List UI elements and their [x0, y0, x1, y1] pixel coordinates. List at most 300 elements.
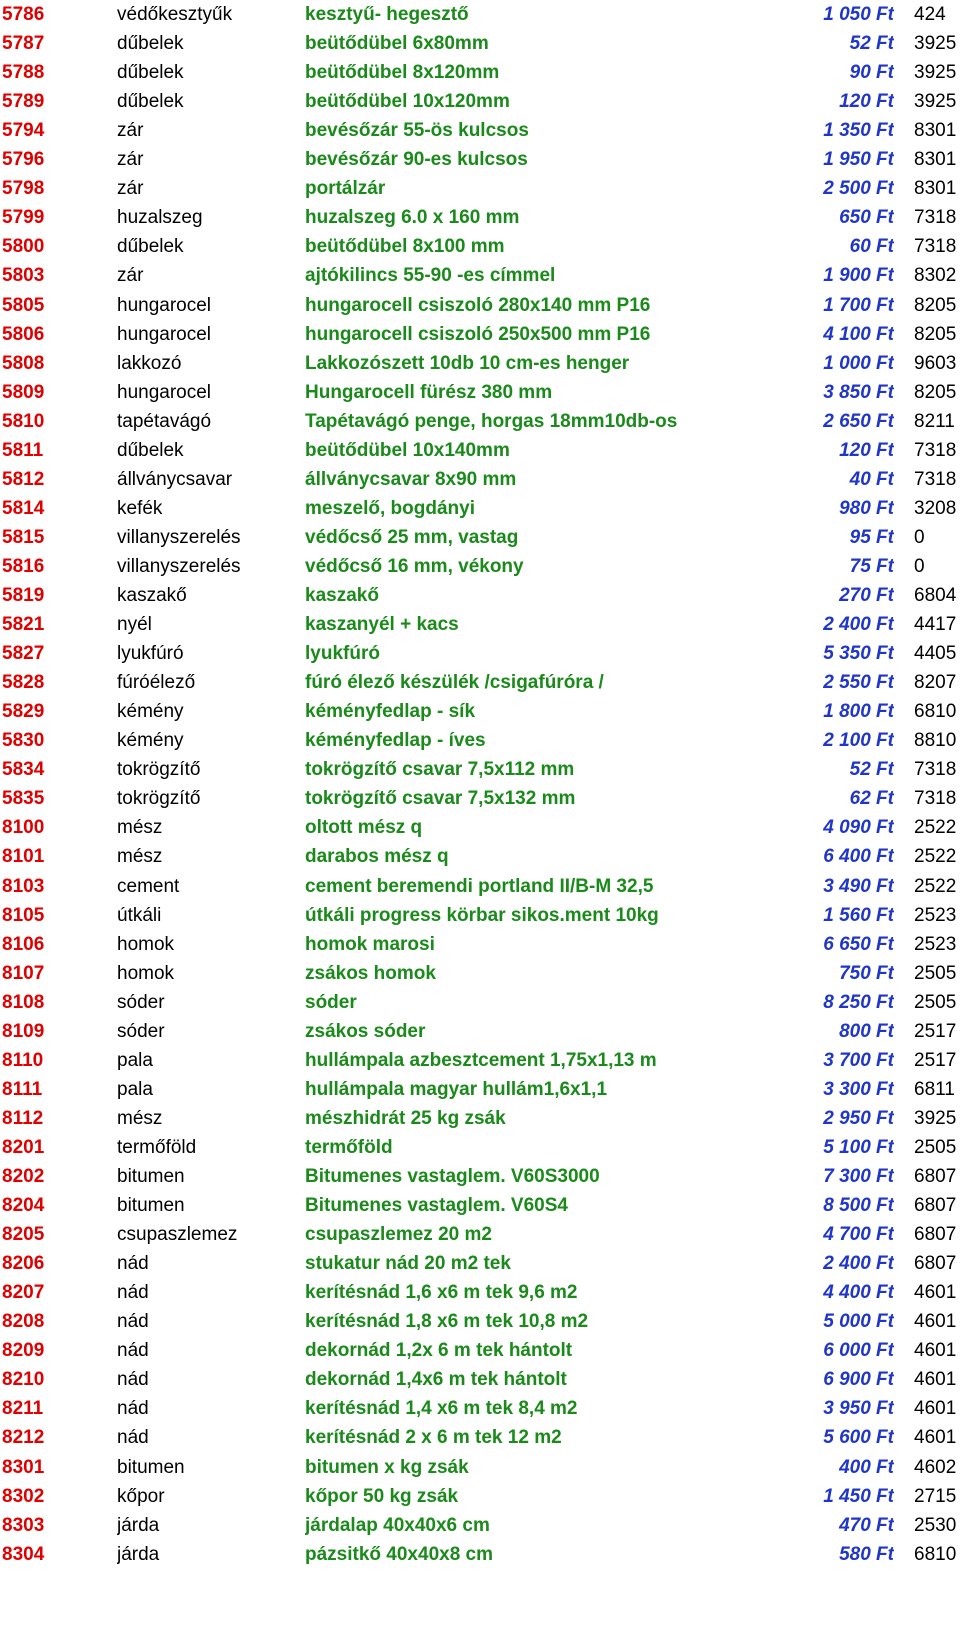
product-code: 5787: [2, 33, 45, 55]
product-number: 7318: [914, 788, 957, 810]
product-category: sóder: [117, 1020, 165, 1042]
product-price: 1 700 Ft: [823, 294, 894, 316]
product-name: stukatur nád 20 m2 tek: [305, 1253, 511, 1275]
table-row: [0, 378, 960, 408]
table-row: [0, 988, 960, 1018]
product-price: 4 090 Ft: [823, 817, 894, 839]
product-price: 120 Ft: [839, 91, 894, 113]
product-code: 5830: [2, 730, 45, 752]
product-category: hungarocel: [117, 381, 212, 403]
product-category: mész: [117, 817, 163, 839]
product-code: 8100: [2, 817, 45, 839]
product-code: 5821: [2, 614, 45, 636]
table-row: [0, 407, 960, 437]
product-number: 4601: [914, 1282, 957, 1304]
product-category: homok: [117, 933, 175, 955]
product-category: hungarocel: [117, 294, 212, 316]
table-row: [0, 349, 960, 379]
product-category: villanyszerelés: [117, 555, 241, 577]
product-category: homok: [117, 962, 175, 984]
table-row: [0, 959, 960, 989]
table-row: [0, 1423, 960, 1453]
product-category: zár: [117, 178, 144, 200]
product-code: 5810: [2, 410, 45, 432]
product-code: 8301: [2, 1456, 45, 1478]
product-code: 8208: [2, 1311, 45, 1333]
product-name: homok marosi: [305, 933, 435, 955]
product-category: kefék: [117, 497, 163, 519]
product-price: 4 400 Ft: [823, 1282, 894, 1304]
product-number: 2505: [914, 1136, 957, 1158]
product-category: tapétavágó: [117, 410, 212, 432]
product-code: 5789: [2, 91, 45, 113]
product-price: 470 Ft: [839, 1514, 894, 1536]
product-name: hullámpala magyar hullám1,6x1,1: [305, 1078, 608, 1100]
product-number: 7318: [914, 439, 957, 461]
product-code: 5806: [2, 323, 45, 345]
product-price: 1 050 Ft: [823, 4, 894, 25]
product-price: 1 560 Ft: [823, 904, 894, 926]
product-category: zár: [117, 149, 144, 171]
table-row: [0, 174, 960, 204]
table-row: [0, 291, 960, 321]
product-price: 3 700 Ft: [823, 1049, 894, 1071]
product-name: védőcső 16 mm, vékony: [305, 555, 524, 577]
table-row: [0, 813, 960, 843]
product-name: védőcső 25 mm, vastag: [305, 526, 519, 548]
product-name: pázsitkő 40x40x8 cm: [305, 1543, 494, 1565]
product-name: beütődübel 8x120mm: [305, 62, 500, 84]
product-name: bevésőzár 55-ös kulcsos: [305, 120, 529, 142]
product-category: tokrögzítő: [117, 759, 201, 781]
product-code: 5834: [2, 759, 45, 781]
product-code: 5794: [2, 120, 45, 142]
product-category: nád: [117, 1398, 149, 1420]
product-name: kerítésnád 2 x 6 m tek 12 m2: [305, 1427, 562, 1449]
product-code: 8201: [2, 1136, 45, 1158]
product-number: 8301: [914, 178, 957, 200]
product-number: 4601: [914, 1311, 957, 1333]
product-number: 8302: [914, 265, 957, 287]
product-price: 6 000 Ft: [823, 1340, 894, 1362]
product-number: 2517: [914, 1020, 957, 1042]
product-number: 2715: [914, 1485, 957, 1507]
table-row: [0, 87, 960, 117]
product-category: járda: [117, 1514, 160, 1536]
product-category: tokrögzítő: [117, 788, 201, 810]
product-price: 75 Ft: [849, 555, 894, 577]
table-row: [0, 1394, 960, 1424]
product-number: 6811: [914, 1078, 955, 1100]
product-price: 400 Ft: [839, 1456, 894, 1478]
product-name: járdalap 40x40x6 cm: [305, 1514, 490, 1536]
product-name: darabos mész q: [305, 846, 449, 868]
product-category: kémény: [117, 701, 184, 723]
product-price: 5 350 Ft: [823, 643, 894, 665]
product-number: 6807: [914, 1195, 957, 1217]
product-category: bitumen: [117, 1456, 185, 1478]
table-row: [0, 842, 960, 872]
product-price: 1 950 Ft: [823, 149, 894, 171]
product-name: kéményfedlap - íves: [305, 730, 486, 752]
product-category: nád: [117, 1340, 149, 1362]
product-price: 270 Ft: [839, 585, 894, 606]
product-number: 7318: [914, 759, 957, 781]
product-price: 6 650 Ft: [823, 933, 894, 955]
product-price: 750 Ft: [839, 962, 894, 984]
product-price: 2 550 Ft: [823, 672, 894, 694]
product-price: 3 490 Ft: [823, 875, 894, 897]
product-name: Hungarocell fürész 380 mm: [305, 381, 553, 403]
product-name: meszelő, bogdányi: [305, 497, 475, 519]
product-number: 6804: [914, 585, 957, 606]
table-row: [0, 145, 960, 175]
product-code: 5799: [2, 207, 45, 229]
product-name: beütődübel 10x120mm: [305, 91, 510, 113]
product-code: 5809: [2, 381, 45, 403]
product-code: 8204: [2, 1195, 45, 1217]
table-row: [0, 1278, 960, 1308]
table-row: [0, 232, 960, 262]
product-name: csupaszlemez 20 m2: [305, 1224, 492, 1246]
product-code: 5835: [2, 788, 45, 810]
product-code: 8107: [2, 962, 45, 984]
product-code: 8206: [2, 1253, 45, 1275]
product-price: 4 700 Ft: [823, 1224, 894, 1246]
product-price: 1 450 Ft: [823, 1485, 894, 1507]
product-price: 2 950 Ft: [823, 1107, 894, 1129]
product-code: 5805: [2, 294, 45, 316]
table-row: [0, 320, 960, 350]
product-name: kaszanyél + kacs: [305, 614, 459, 636]
product-name: hungarocell csiszoló 280x140 mm P16: [305, 294, 651, 316]
product-category: lyukfúró: [117, 643, 184, 665]
product-price: 8 500 Ft: [823, 1195, 894, 1217]
table-row: [0, 523, 960, 553]
product-category: mész: [117, 846, 163, 868]
table-row: [0, 1482, 960, 1512]
table-row: [0, 1307, 960, 1337]
product-name: kerítésnád 1,8 x6 m tek 10,8 m2: [305, 1311, 589, 1333]
product-name: ajtókilincs 55-90 -es címmel: [305, 265, 556, 287]
product-name: termőföld: [305, 1136, 393, 1158]
product-name: huzalszeg 6.0 x 160 mm: [305, 207, 520, 229]
product-number: 4601: [914, 1427, 957, 1449]
product-number: 8205: [914, 323, 957, 345]
product-category: kaszakő: [117, 585, 187, 606]
product-category: dűbelek: [117, 236, 184, 258]
product-price: 5 600 Ft: [823, 1427, 894, 1449]
table-row: [0, 1365, 960, 1395]
product-number: 0: [914, 526, 925, 548]
product-name: sóder: [305, 991, 357, 1013]
product-price: 7 300 Ft: [823, 1166, 894, 1187]
product-price: 2 650 Ft: [823, 410, 894, 432]
product-name: kerítésnád 1,4 x6 m tek 8,4 m2: [305, 1398, 578, 1420]
product-price: 800 Ft: [839, 1020, 894, 1042]
product-number: 4602: [914, 1456, 957, 1478]
product-number: 8810: [914, 730, 957, 752]
table-row: [0, 116, 960, 146]
table-row: [0, 1133, 960, 1163]
product-name: kesztyű- hegesztő: [305, 4, 469, 25]
product-number: 8301: [914, 120, 957, 142]
product-category: sóder: [117, 991, 165, 1013]
table-row: [0, 784, 960, 814]
table-row: [0, 552, 960, 582]
product-category: dűbelek: [117, 33, 184, 55]
product-number: 4417: [914, 614, 957, 636]
product-price: 1 350 Ft: [823, 120, 894, 142]
table-row: [0, 1104, 960, 1134]
product-name: kaszakő: [305, 585, 379, 606]
table-row: [0, 726, 960, 756]
product-name: hungarocell csiszoló 250x500 mm P16: [305, 323, 651, 345]
table-row: [0, 29, 960, 59]
product-code: 5796: [2, 149, 45, 171]
product-code: 5811: [2, 439, 44, 461]
table-row: [0, 610, 960, 640]
product-price: 6 400 Ft: [823, 846, 894, 868]
table-row: [0, 58, 960, 88]
product-price: 52 Ft: [849, 33, 894, 55]
product-category: dűbelek: [117, 62, 184, 84]
table-row: [0, 1511, 960, 1541]
product-price: 5 100 Ft: [823, 1136, 894, 1158]
product-category: útkáli: [117, 904, 162, 926]
product-code: 8210: [2, 1369, 45, 1391]
product-category: nád: [117, 1369, 149, 1391]
product-price: 1 000 Ft: [823, 352, 894, 374]
product-price: 1 800 Ft: [823, 701, 894, 723]
product-category: kőpor: [117, 1485, 165, 1507]
product-name: zsákos sóder: [305, 1020, 426, 1042]
product-code: 5812: [2, 468, 45, 490]
product-price: 650 Ft: [839, 207, 894, 229]
product-category: villanyszerelés: [117, 526, 241, 548]
table-row: [0, 581, 960, 611]
product-number: 8207: [914, 672, 957, 694]
table-row: [0, 1249, 960, 1279]
product-code: 8205: [2, 1224, 45, 1246]
product-price: 2 500 Ft: [823, 178, 894, 200]
product-number: 6807: [914, 1253, 957, 1275]
product-number: 6810: [914, 701, 957, 723]
product-number: 0: [914, 555, 925, 577]
product-name: zsákos homok: [305, 962, 436, 984]
product-code: 8111: [2, 1078, 43, 1100]
product-name: beütődübel 8x100 mm: [305, 236, 505, 258]
product-price: 90 Ft: [849, 62, 894, 84]
product-category: nád: [117, 1253, 149, 1275]
product-number: 6810: [914, 1543, 957, 1565]
product-category: állványcsavar: [117, 468, 233, 490]
product-number: 2523: [914, 904, 957, 926]
product-number: 2505: [914, 962, 957, 984]
product-code: 5816: [2, 555, 45, 577]
product-number: 2522: [914, 846, 957, 868]
product-name: fúró élező készülék /csigafúróra /: [305, 672, 604, 694]
product-name: portálzár: [305, 178, 386, 200]
product-number: 7318: [914, 468, 957, 490]
product-price: 8 250 Ft: [823, 991, 894, 1013]
product-number: 8205: [914, 294, 957, 316]
product-number: 7318: [914, 207, 957, 229]
table-row: [0, 1540, 960, 1570]
product-code: 5800: [2, 236, 45, 258]
product-number: 2523: [914, 933, 957, 955]
product-category: mész: [117, 1107, 163, 1129]
product-number: 2505: [914, 991, 957, 1013]
product-number: 3925: [914, 62, 957, 84]
product-category: cement: [117, 875, 180, 897]
product-code: 5828: [2, 672, 45, 694]
product-number: 2517: [914, 1049, 957, 1071]
product-category: csupaszlemez: [117, 1224, 238, 1246]
product-code: 8202: [2, 1166, 45, 1187]
product-code: 8209: [2, 1340, 45, 1362]
product-name: Lakkozószett 10db 10 cm-es henger: [305, 352, 630, 374]
product-number: 424: [914, 4, 946, 25]
product-name: cement beremendi portland II/B-M 32,5: [305, 875, 654, 897]
product-name: dekornád 1,4x6 m tek hántolt: [305, 1369, 567, 1391]
product-name: kéményfedlap - sík: [305, 701, 476, 723]
product-category: védőkesztyűk: [117, 4, 233, 25]
product-name: Tapétavágó penge, horgas 18mm10db-os: [305, 410, 678, 432]
product-code: 8106: [2, 933, 45, 955]
product-code: 8101: [2, 846, 45, 868]
product-number: 2530: [914, 1514, 957, 1536]
product-name: hullámpala azbesztcement 1,75x1,13 m: [305, 1049, 657, 1071]
product-category: nád: [117, 1282, 149, 1304]
product-number: 2522: [914, 875, 957, 897]
product-code: 5814: [2, 497, 45, 519]
table-row: [0, 1453, 960, 1483]
product-category: termőföld: [117, 1136, 197, 1158]
product-price: 40 Ft: [849, 468, 894, 490]
product-code: 8207: [2, 1282, 45, 1304]
product-number: 3208: [914, 497, 957, 519]
product-number: 8211: [914, 410, 955, 432]
table-row: [0, 1017, 960, 1047]
product-category: zár: [117, 265, 144, 287]
table-row: [0, 1046, 960, 1076]
product-number: 7318: [914, 236, 957, 258]
product-code: 5786: [2, 4, 45, 25]
product-price: 6 900 Ft: [823, 1369, 894, 1391]
product-category: dűbelek: [117, 439, 184, 461]
product-name: útkáli progress körbar sikos.ment 10kg: [305, 904, 659, 926]
product-category: lakkozó: [117, 352, 182, 374]
product-price: 95 Ft: [849, 526, 894, 548]
product-category: bitumen: [117, 1166, 185, 1187]
product-number: 3925: [914, 1107, 957, 1129]
table-row: [0, 0, 960, 30]
product-number: 4601: [914, 1340, 957, 1362]
product-name: dekornád 1,2x 6 m tek hántolt: [305, 1340, 573, 1362]
product-name: Bitumenes vastaglem. V60S4: [305, 1195, 568, 1217]
product-price: 2 100 Ft: [823, 730, 894, 752]
table-row: [0, 930, 960, 960]
table-row: [0, 668, 960, 698]
product-number: 8301: [914, 149, 957, 171]
product-category: zár: [117, 120, 144, 142]
table-row: [0, 436, 960, 466]
product-number: 3925: [914, 91, 957, 113]
product-category: dűbelek: [117, 91, 184, 113]
product-name: kőpor 50 kg zsák: [305, 1485, 459, 1507]
product-code: 5798: [2, 178, 45, 200]
product-price: 980 Ft: [839, 497, 894, 519]
table-row: [0, 1220, 960, 1250]
product-category: nyél: [117, 614, 152, 636]
product-code: 8103: [2, 875, 45, 897]
product-number: 4601: [914, 1369, 957, 1391]
product-category: nád: [117, 1311, 149, 1333]
product-price: 580 Ft: [839, 1543, 894, 1565]
product-price: 3 850 Ft: [823, 381, 894, 403]
table-row: [0, 1336, 960, 1366]
product-number: 8205: [914, 381, 957, 403]
product-category: bitumen: [117, 1195, 185, 1217]
product-code: 5808: [2, 352, 45, 374]
product-price: 5 000 Ft: [823, 1311, 894, 1333]
table-row: [0, 697, 960, 727]
product-code: 8303: [2, 1514, 45, 1536]
product-code: 8109: [2, 1020, 45, 1042]
product-price: 62 Ft: [849, 788, 894, 810]
product-code: 8304: [2, 1543, 45, 1565]
product-name: bevésőzár 90-es kulcsos: [305, 149, 528, 171]
product-name: oltott mész q: [305, 817, 423, 839]
product-code: 5819: [2, 585, 45, 606]
table-row: [0, 1191, 960, 1221]
product-price: 1 900 Ft: [823, 265, 894, 287]
product-price: 2 400 Ft: [823, 1253, 894, 1275]
product-code: 5829: [2, 701, 45, 723]
product-name: tokrögzítő csavar 7,5x112 mm: [305, 759, 575, 781]
product-number: 4405: [914, 643, 957, 665]
product-price: 3 300 Ft: [823, 1078, 894, 1100]
product-code: 8212: [2, 1427, 45, 1449]
product-price: 2 400 Ft: [823, 614, 894, 636]
product-code: 8112: [2, 1107, 44, 1129]
table-row: [0, 465, 960, 495]
product-code: 8105: [2, 904, 45, 926]
product-code: 5815: [2, 526, 45, 548]
product-name: állványcsavar 8x90 mm: [305, 468, 517, 490]
product-number: 4601: [914, 1398, 957, 1420]
product-name: lyukfúró: [305, 643, 380, 665]
product-category: járda: [117, 1543, 160, 1565]
product-name: bitumen x kg zsák: [305, 1456, 469, 1478]
product-number: 2522: [914, 817, 957, 839]
table-row: [0, 261, 960, 291]
product-code: 5788: [2, 62, 45, 84]
table-row: [0, 203, 960, 233]
product-number: 6807: [914, 1224, 957, 1246]
table-row: [0, 755, 960, 785]
product-number: 6807: [914, 1166, 957, 1187]
product-name: beütődübel 10x140mm: [305, 439, 510, 461]
product-name: Bitumenes vastaglem. V60S3000: [305, 1166, 600, 1187]
product-category: huzalszeg: [117, 207, 203, 229]
product-price: 4 100 Ft: [823, 323, 894, 345]
product-name: mészhidrát 25 kg zsák: [305, 1107, 506, 1129]
product-name: kerítésnád 1,6 x6 m tek 9,6 m2: [305, 1282, 578, 1304]
product-code: 5827: [2, 643, 45, 665]
product-name: beütődübel 6x80mm: [305, 33, 489, 55]
